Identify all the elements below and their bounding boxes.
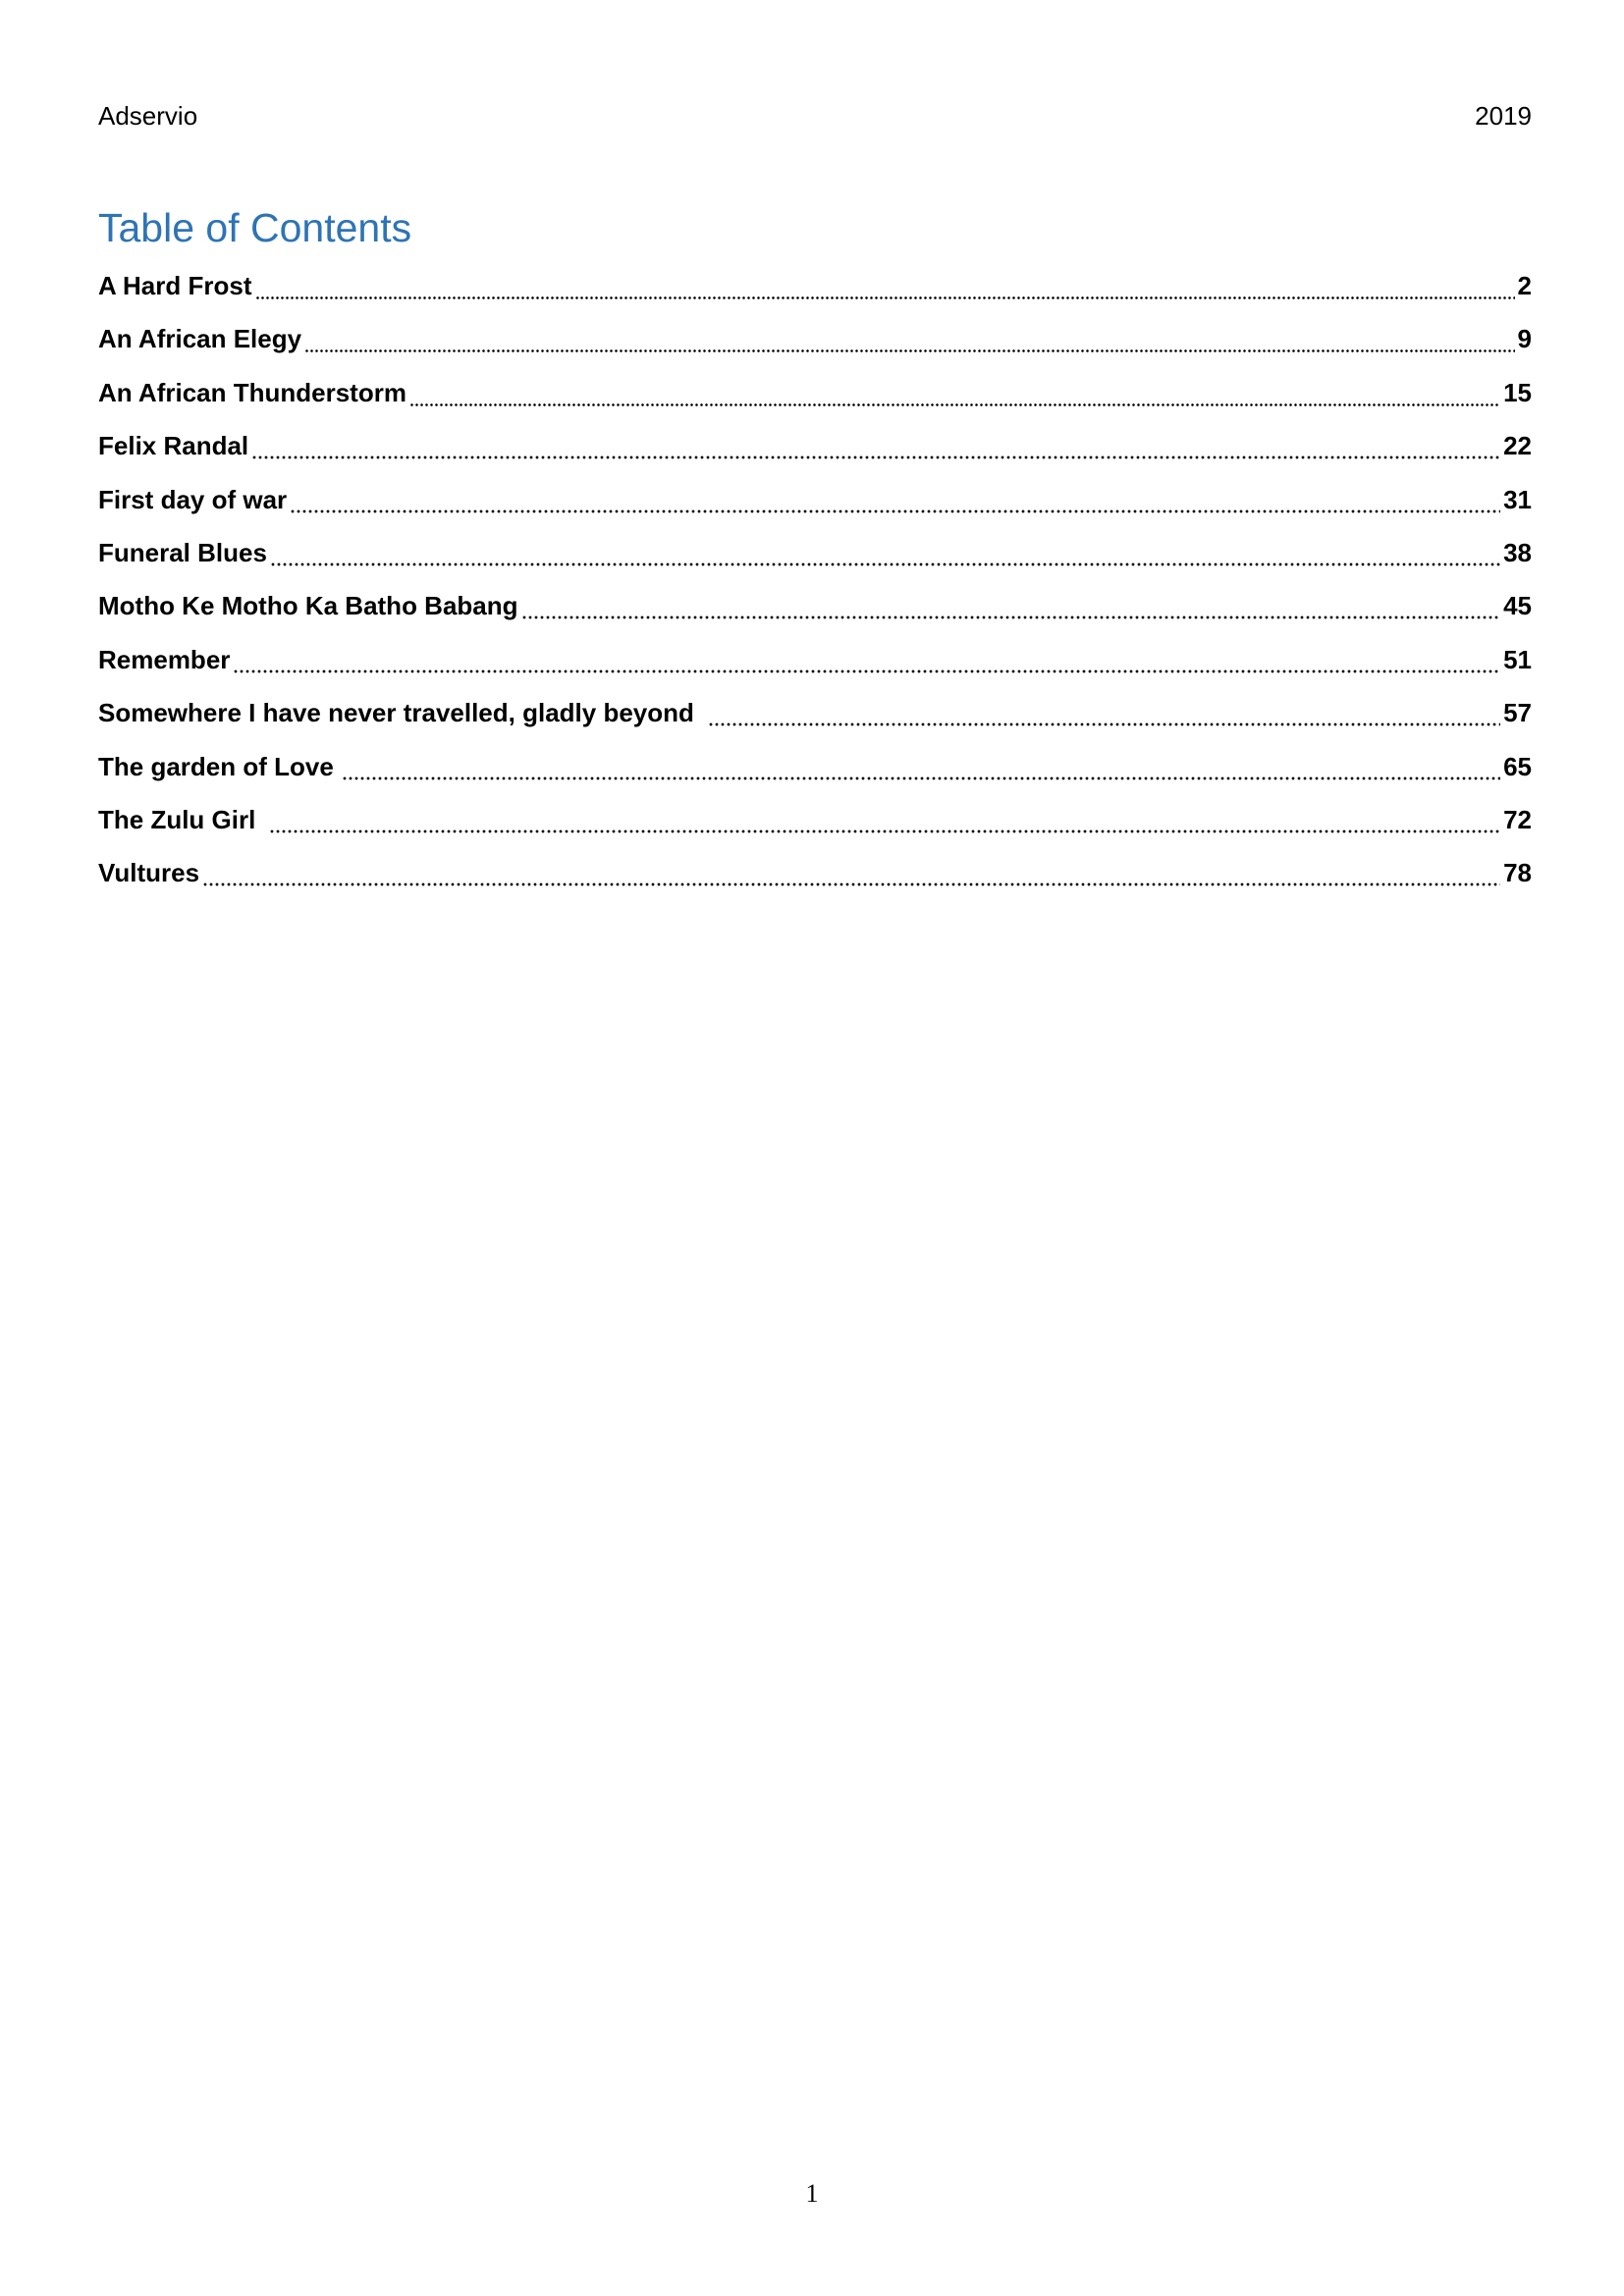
toc-entry-an-african-thunderstorm[interactable] <box>98 373 1532 426</box>
toc-leader-dots <box>342 747 1500 786</box>
toc-entry-label: An African Elegy <box>98 324 302 354</box>
toc-entry-label: Felix Randal <box>98 431 249 461</box>
toc-entry-label: The Zulu Girl <box>98 804 256 834</box>
toc-leader-dots <box>269 800 1500 839</box>
toc-entry-page: 15 <box>1503 377 1532 407</box>
toc-entry-page: 2 <box>1517 271 1532 300</box>
toc-entry-label: The garden of Love <box>98 751 334 781</box>
toc-leader-dots <box>233 640 1500 679</box>
toc-leader-dots <box>270 533 1500 572</box>
page-number: 1 <box>805 2179 819 2208</box>
toc-entry-label: An African Thunderstorm <box>98 377 406 407</box>
toc-list <box>98 266 1532 907</box>
toc-title: Table of Contents <box>98 205 412 250</box>
page-header <box>98 98 1532 133</box>
toc-entry-page: 38 <box>1503 537 1532 567</box>
header-right-text: 2019 <box>1475 100 1532 131</box>
toc-entry-felix-randal[interactable] <box>98 426 1532 479</box>
toc-leader-dots <box>409 373 1500 412</box>
toc-entry-page: 65 <box>1503 751 1532 781</box>
toc-leader-dots <box>708 693 1500 732</box>
toc-entry-remember[interactable] <box>98 640 1532 693</box>
toc-entry-page: 51 <box>1503 644 1532 674</box>
toc-entry-label: First day of war <box>98 484 288 514</box>
toc-leader-dots <box>202 853 1500 892</box>
toc-entry-page: 45 <box>1503 591 1532 621</box>
toc-entry-label: Vultures <box>98 858 200 888</box>
toc-entry-motho-ke-motho[interactable] <box>98 586 1532 639</box>
toc-entry-label: A Hard Frost <box>98 271 252 300</box>
toc-entry-somewhere-i-have-never-travelled[interactable] <box>98 693 1532 746</box>
toc-entry-label: Remember <box>98 644 231 674</box>
toc-entry-page: 72 <box>1503 804 1532 834</box>
toc-entry-a-hard-frost[interactable] <box>98 266 1532 319</box>
toc-leader-dots <box>304 319 1514 358</box>
toc-entry-label: Motho Ke Motho Ka Batho Babang <box>98 591 518 621</box>
toc-leader-dots <box>251 426 1500 465</box>
toc-entry-page: 78 <box>1503 858 1532 888</box>
toc-leader-dots <box>521 586 1501 625</box>
toc-entry-page: 9 <box>1517 324 1532 354</box>
toc-entry-page: 57 <box>1503 698 1532 728</box>
toc-entry-page: 31 <box>1503 484 1532 514</box>
toc-entry-funeral-blues[interactable] <box>98 533 1532 586</box>
toc-entry-the-zulu-girl[interactable] <box>98 800 1532 853</box>
toc-entry-an-african-elegy[interactable] <box>98 319 1532 372</box>
toc-leader-dots <box>290 480 1500 519</box>
toc-entry-the-garden-of-love[interactable] <box>98 747 1532 800</box>
toc-leader-dots <box>255 266 1515 305</box>
toc-entry-first-day-of-war[interactable] <box>98 480 1532 533</box>
toc-entry-label: Funeral Blues <box>98 537 267 567</box>
toc-entry-page: 22 <box>1503 431 1532 461</box>
toc-entry-label: Somewhere I have never travelled, gladly beyond <box>98 698 694 728</box>
header-left-text: Adservio <box>98 100 198 131</box>
toc-entry-vultures[interactable] <box>98 853 1532 906</box>
